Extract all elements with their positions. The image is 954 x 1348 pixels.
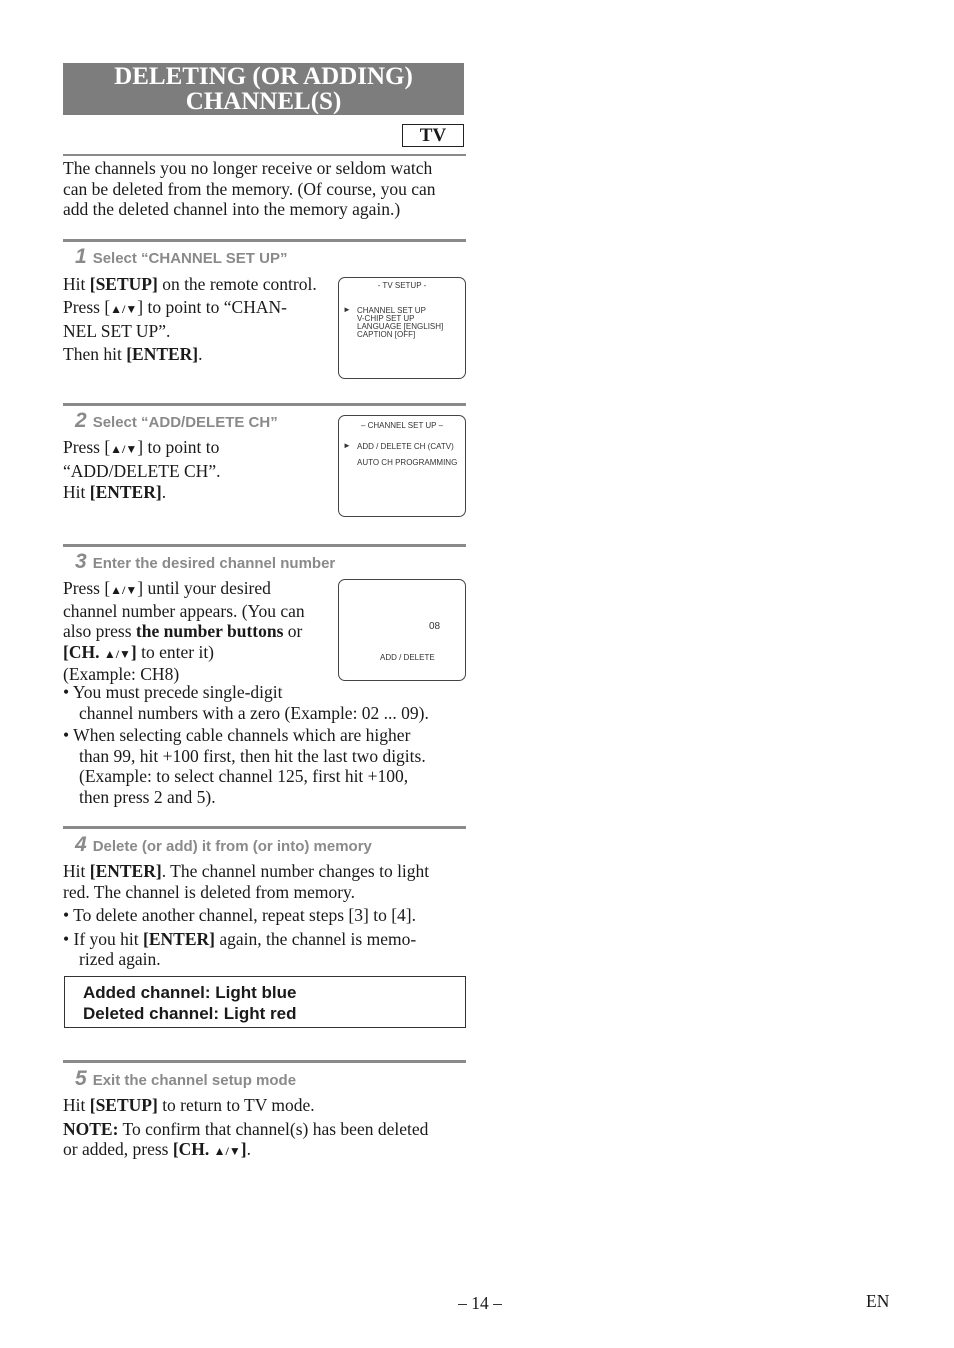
channel-number: 08 [429,621,441,632]
bullet-item: • You must precede single-digit channel numbers with a zero (Example: 02 ... 09). [63,682,429,723]
page-title [63,63,464,115]
step-number: 1 [75,245,87,268]
bullet-item: • When selecting cable channels which are higher than 99, hit +100 first, then hit the last two digits. (Example: to select channel 125, first hit +100, then press 2 and 5). [63,725,426,807]
menu-item: ADD / DELETE CH (CATV) [357,442,454,451]
divider [63,154,466,156]
menu-item: AUTO CH PROGRAMMING [357,458,458,467]
tv-tag: TV [402,124,464,147]
page-number: – 14 – [458,1293,502,1313]
intro-paragraph [63,158,473,220]
menu-item: CAPTION [OFF] [357,330,416,339]
step-3-heading [75,550,336,573]
step-divider [63,403,466,406]
bullet-item: • If you hit [ENTER] again, the channel is memo- rized again. [63,928,417,969]
step-divider [63,826,466,829]
intro-line: add the deleted channel into the memory again.) [63,199,401,219]
step-divider [63,239,466,242]
screen-title: – CHANNEL SET UP – [360,421,444,430]
step-2-heading [75,409,278,432]
step-1-text: Hit [SETUP] on the remote control. Press [▲/▼] to point to “CHAN- NEL SET UP”. Then hit [ENTER]. [63,274,317,364]
step-heading-text: Exit the channel setup mode [92,1072,297,1089]
bullet-item: • To delete another channel, repeat steps [3] to [4]. [63,905,416,925]
title-line-2: CHANNEL(S) [185,88,342,115]
step-4-text: Hit [ENTER]. The channel number changes to light red. The channel is deleted from memory. • To delete another channel, repeat steps [3] to [4]. • If you hit [ENTER] again, the channel is memo- rized again. [63,861,463,970]
deleted-channel-label: Deleted channel: Light red [83,1004,297,1023]
step-5-heading [75,1067,297,1090]
step-number: 3 [75,550,87,573]
title-line-1: DELETING (OR ADDING) [114,63,413,90]
step-number: 5 [75,1067,87,1090]
step-divider [63,544,466,547]
step-3-text: Press [▲/▼] until your desired channel number appears. (You can also press the number buttons or [CH. ▲/▼] to enter it) (Example: CH8) [63,578,305,684]
step-heading-text: Select “ADD/DELETE CH” [92,414,278,431]
color-legend-box [64,976,466,1028]
step-divider [63,1060,466,1063]
menu-item: LANGUAGE [ENGLISH] [357,322,444,331]
step-number: 4 [75,833,87,856]
screen-title: - TV SETUP - [377,281,427,290]
menu-item: V-CHIP SET UP [357,314,415,323]
add-delete-label: ADD / DELETE [380,653,435,662]
channel-number-screen [338,579,466,681]
cursor-arrow-icon: ► [343,441,351,450]
added-channel-label: Added channel: Light blue [83,983,297,1002]
language-tag: EN [866,1291,890,1311]
channel-setup-screen [338,415,466,517]
step-heading-text: Select “CHANNEL SET UP” [92,250,288,267]
step-heading-text: Delete (or add) it from (or into) memory [92,838,372,855]
cursor-arrow-icon: ► [343,305,351,314]
step-3-bullets [63,682,463,807]
intro-line: The channels you no longer receive or seldom watch [63,158,433,178]
step-4-heading [75,833,372,856]
step-number: 2 [75,409,87,432]
step-heading-text: Enter the desired channel number [92,555,336,572]
intro-line: can be deleted from the memory. (Of course, you can [63,178,436,199]
step-2-text: Press [▲/▼] to point to “ADD/DELETE CH”. Hit [ENTER]. [63,437,221,502]
step-5-text: Hit [SETUP] to return to TV mode. NOTE: To confirm that channel(s) has been deleted or added, press [CH. ▲/▼]. [63,1095,429,1159]
step-1-heading [75,245,288,268]
tv-setup-screen [338,277,466,379]
menu-item: CHANNEL SET UP [357,306,426,315]
